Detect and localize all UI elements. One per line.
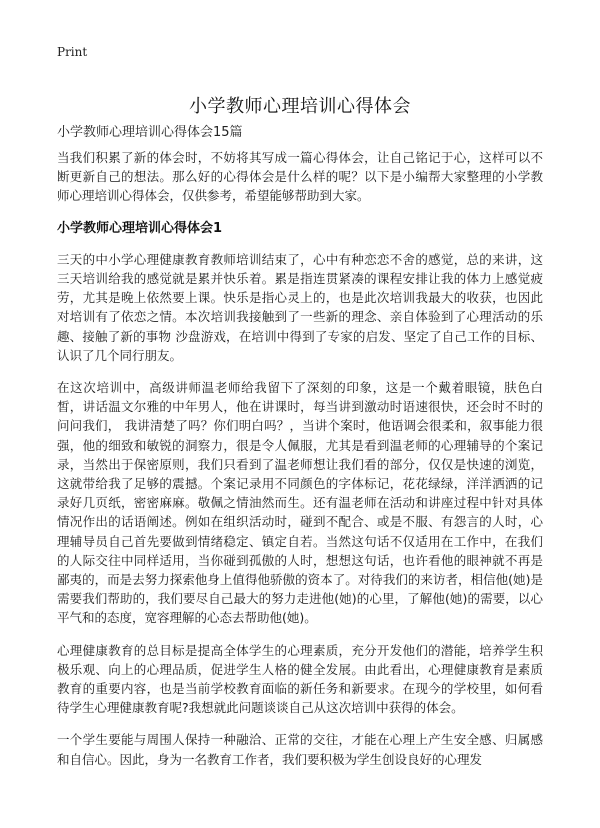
- article-subtitle: 小学教师心理培训心得体会15篇: [57, 125, 243, 140]
- section-heading: 小学教师心理培训心得体会1: [57, 220, 223, 236]
- body-paragraph-2: 在这次培训中，高级讲师温老师给我留下了深刻的印象，这是一个戴着眼镜，肤色白皙，讲话温文尔雅的中年男人，他在讲课时，每当讲到激动时语速很快，还会时不时的问问我们， 我讲清楚了吗？你们明白吗？，当讲个案时，他语调会很柔和，叙事能力很强，他的细致和敏锐的洞察力，很是令人佩服，尤其是看到温老师的心理辅导的个案记录，当然出于保密原则，我们只看到了温老师想让我们看的部分，仅仅是快速的浏览，这就带给我了足够的震撼。个案记录用不同颜色的字体标记，花花绿绿，洋洋洒洒的记录好几页纸，密密麻麻。敬佩之情油然而生。还有温老师在活动和讲座过程中针对具体情况作出的话语阐述。例如在组织活动时，碰到不配合、或是不服、有怨言的人时，心理辅导员自己首先要做到情绪稳定、镇定自若。当然这句话不仅适用在工作中，在我们的人际交往中同样适用，当你碰到孤傲的人时，想想这句话，也许看他的眼神就不再是鄙夷的，而是去努力探索他身上值得他骄傲的资本了。对待我们的来访者，相信他(她)是需要我们帮助的，我们要尽自己最大的努力走进他(她)的心里，了解他(她)的需要，以心平气和的态度，宽容理解的心态去帮助他(她)。: [57, 380, 543, 626]
- article-body: [57, 148, 543, 782]
- body-paragraph-1: 三天的中小学心理健康教育教师培训结束了，心中有种恋恋不舍的感觉，总的来讲，这三天培训给我的感觉就是累并快乐着。累是指连贯紧凑的课程安排让我的体力上感觉疲劳，尤其是晚上依然要上课。快乐是指心灵上的，也是此次培训我最大的收获，也因此对培训有了依恋之情。本次培训我接触到了一些新的理念、亲自体验到了心理活动的乐趣、接触了新的事物 沙盘游戏，在培训中得到了专家的启发、坚定了自己工作的目标、认识了几个同行朋友。: [57, 251, 543, 363]
- page-title: 小学教师心理培训心得体会: [189, 96, 411, 118]
- body-paragraph-3: 心理健康教育的总目标是提高全体学生的心理素质，充分开发他们的潜能，培养学生积极乐观、向上的心理品质，促进学生人格的健全发展。由此看出，心理健康教育是素质教育的重要内容，也是当前学校教育面临的新任务和新要求。在现今的学校里，如何看待学生心理健康教育呢?我想就此问题谈谈自己从这次培训中获得的体会。: [57, 642, 543, 716]
- body-paragraph-4: 一个学生要能与周围人保持一种融洽、正常的交往，才能在心理上产生安全感、归属感和自信心。因此，身为一名教育工作者，我们要积极为学生创设良好的心理发: [57, 732, 543, 767]
- print-label: Print: [57, 45, 88, 59]
- intro-paragraph: 当我们积累了新的体会时，不妨将其写成一篇心得体会，让自己铭记于心，这样可以不断更新自己的想法。那么好的心得体会是什么样的呢？以下是小编帮大家整理的小学教师心理培训心得体会，仅供参考，希望能够帮助到大家。: [57, 150, 543, 204]
